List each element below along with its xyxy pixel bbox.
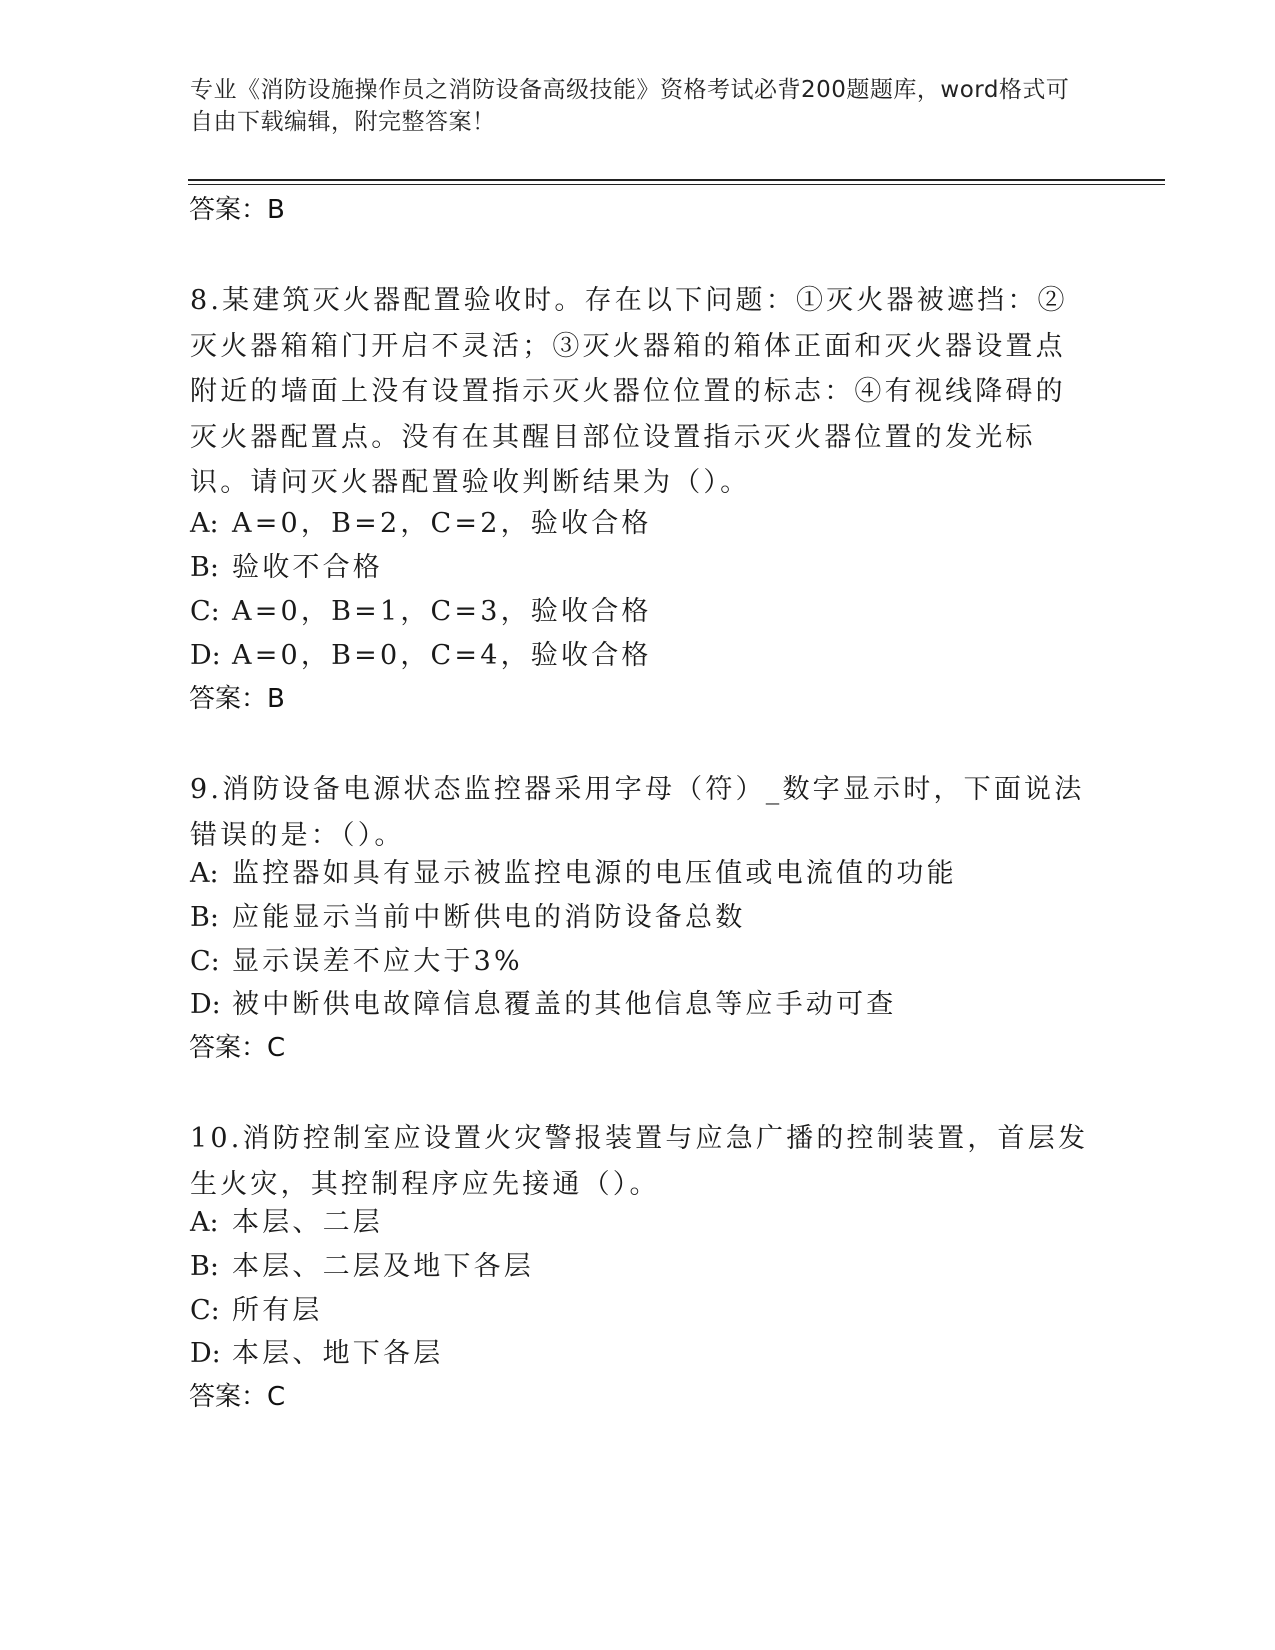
option-text: 验收不合格	[232, 552, 383, 583]
question-10-option-c	[190, 1293, 1090, 1329]
question-9-option-a	[190, 856, 1090, 892]
question-8-option-b	[190, 550, 1090, 586]
question-8-stem: 8.某建筑灭火器配置验收时。存在以下问题：①灭火器被遮挡：②灭火器箱箱门开启不灵活；③灭火器箱的箱体正面和灭火器设置点附近的墙面上没有设置指示灭火器位位置的标志：④有视线降碍的灭火器配置点。没有在其醒目部位设置指示灭火器位置的发光标识。请问灭火器配置验收判断结果为（）。	[190, 285, 1068, 498]
question-9-option-b	[190, 900, 1090, 936]
option-letter: B:	[190, 902, 219, 933]
question-10-option-d	[190, 1336, 1090, 1372]
header-divider-thick	[188, 179, 1165, 181]
question-8-option-a	[190, 506, 1090, 542]
option-letter: B:	[190, 552, 219, 583]
option-letter: A:	[190, 508, 219, 539]
option-text: 本层、二层	[232, 1207, 383, 1238]
question-10-answer: 答案：C	[189, 1382, 286, 1412]
question-9-option-c	[190, 944, 1090, 980]
option-text: 被中断供电故障信息覆盖的其他信息等应手动可查	[232, 989, 897, 1020]
question-10-stem: 10.消防控制室应设置火灾警报装置与应急广播的控制装置，首层发生火灾，其控制程序应先接通（）。	[190, 1123, 1089, 1200]
option-text: A=0，B=0，C=4，验收合格	[232, 640, 652, 671]
question-8-answer: 答案：B	[189, 684, 285, 714]
option-text: 所有层	[232, 1295, 323, 1326]
option-letter: D:	[190, 640, 221, 671]
option-letter: C:	[190, 946, 220, 977]
question-10-option-b	[190, 1249, 1090, 1285]
previous-answer: 答案：B	[189, 195, 285, 225]
option-text: 本层、二层及地下各层	[232, 1251, 534, 1282]
option-text: 本层、地下各层	[232, 1338, 444, 1369]
option-text: 显示误差不应大于3%	[232, 946, 523, 977]
option-letter: B:	[190, 1251, 219, 1282]
option-text: A=0，B=1，C=3，验收合格	[232, 596, 652, 627]
document-header: 专业《消防设施操作员之消防设备高级技能》资格考试必背200题题库，word格式可自由下载编辑，附完整答案！	[190, 77, 1070, 135]
question-8-option-c	[190, 594, 1090, 630]
question-9-answer: 答案：C	[189, 1033, 286, 1063]
option-letter: A:	[190, 1207, 219, 1238]
option-text: A=0，B=2，C=2，验收合格	[232, 508, 652, 539]
option-text: 应能显示当前中断供电的消防设备总数	[232, 902, 746, 933]
option-letter: C:	[190, 596, 220, 627]
option-letter: A:	[190, 858, 219, 889]
option-text: 监控器如具有显示被监控电源的电压值或电流值的功能	[232, 858, 957, 889]
question-10-option-a	[190, 1205, 1090, 1241]
question-9-option-d	[190, 987, 1090, 1023]
option-letter: C:	[190, 1295, 220, 1326]
question-9-stem: 9.消防设备电源状态监控器采用字母（符）_数字显示时，下面说法错误的是：（）。	[190, 774, 1085, 851]
option-letter: D:	[190, 1338, 221, 1369]
question-8-option-d	[190, 638, 1090, 674]
option-letter: D:	[190, 989, 221, 1020]
header-divider-thin	[188, 184, 1165, 185]
